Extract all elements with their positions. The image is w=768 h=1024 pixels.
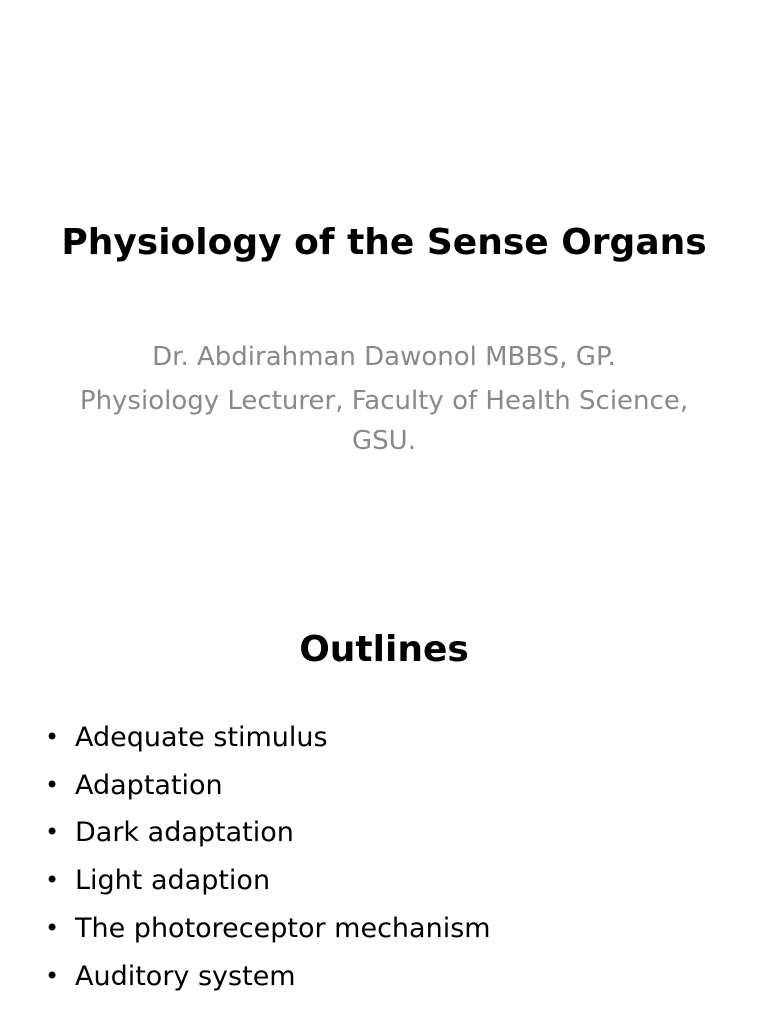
slide-subtitle xyxy=(40,334,728,461)
list-item xyxy=(0,809,491,857)
list-item xyxy=(0,953,491,1001)
bullet-icon: • xyxy=(45,913,60,942)
outline-title: Outlines xyxy=(299,629,469,670)
outline-slide xyxy=(0,576,768,1024)
list-item-label: Auditory system xyxy=(75,960,296,992)
affiliation-line-continued: GSU. xyxy=(352,426,416,456)
list-item-label: Dark adaptation xyxy=(75,817,294,849)
list-item-label: Light adaption xyxy=(75,865,271,897)
bullet-icon: • xyxy=(45,866,60,895)
slide-title: Physiology of the Sense Organs xyxy=(61,222,707,263)
list-item xyxy=(0,714,491,762)
bullet-icon: • xyxy=(45,723,60,751)
list-item xyxy=(0,857,491,905)
bullet-icon: • xyxy=(45,770,60,799)
affiliation-line: Physiology Lecturer, Faculty of Health Science, xyxy=(79,386,689,416)
list-item xyxy=(0,762,491,810)
list-item-label: Adequate stimulus xyxy=(75,722,328,753)
list-item-label: Adaptation xyxy=(75,769,223,801)
author-line: Dr. Abdirahman Dawonol MBBS, GP. xyxy=(152,342,616,372)
outline-list xyxy=(0,714,491,1000)
bullet-icon: • xyxy=(45,961,60,990)
bullet-icon: • xyxy=(45,818,60,847)
list-item xyxy=(0,905,491,953)
list-item-label: The photoreceptor mechanism xyxy=(75,912,491,944)
